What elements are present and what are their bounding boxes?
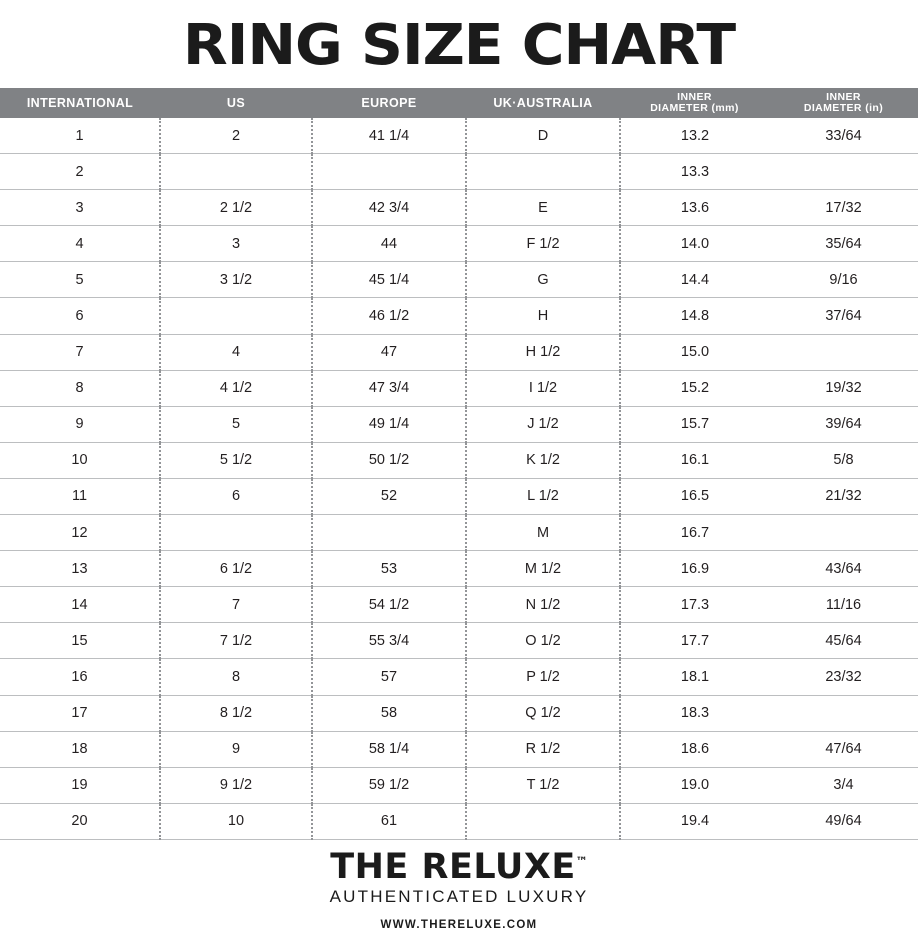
cell-inner-diameter-mm: 18.6 [620, 731, 769, 767]
cell-europe: 54 1/2 [312, 587, 466, 623]
cell-inner-diameter-mm: 16.1 [620, 442, 769, 478]
cell-international: 5 [0, 262, 160, 298]
cell-international: 11 [0, 478, 160, 514]
cell-us: 7 [160, 587, 312, 623]
cell-uk-australia: Q 1/2 [466, 695, 620, 731]
cell-inner-diameter-mm: 14.8 [620, 298, 769, 334]
column-header-uk-australia: UK·AUSTRALIA [466, 88, 620, 118]
cell-international: 4 [0, 226, 160, 262]
cell-international: 9 [0, 406, 160, 442]
column-header-inner-diameter-in [769, 88, 918, 118]
table-row [0, 154, 918, 190]
cell-inner-diameter-mm: 13.3 [620, 154, 769, 190]
cell-inner-diameter-mm: 18.1 [620, 659, 769, 695]
brand-name [330, 846, 588, 887]
cell-europe: 58 [312, 695, 466, 731]
table-row [0, 695, 918, 731]
table-row [0, 298, 918, 334]
cell-international: 6 [0, 298, 160, 334]
cell-us: 9 1/2 [160, 767, 312, 803]
page-title: RING SIZE CHART [182, 13, 736, 78]
cell-uk-australia: D [466, 118, 620, 154]
cell-international: 12 [0, 515, 160, 551]
cell-inner-diameter-mm: 13.6 [620, 190, 769, 226]
cell-inner-diameter-mm: 19.0 [620, 767, 769, 803]
cell-uk-australia [466, 154, 620, 190]
table-row [0, 226, 918, 262]
cell-europe: 45 1/4 [312, 262, 466, 298]
cell-us: 7 1/2 [160, 623, 312, 659]
cell-us: 4 [160, 334, 312, 370]
cell-us: 3 1/2 [160, 262, 312, 298]
cell-uk-australia: P 1/2 [466, 659, 620, 695]
cell-europe: 41 1/4 [312, 118, 466, 154]
cell-inner-diameter-in: 33/64 [769, 118, 918, 154]
cell-inner-diameter-mm: 17.3 [620, 587, 769, 623]
cell-europe: 47 [312, 334, 466, 370]
cell-international: 8 [0, 370, 160, 406]
cell-us: 10 [160, 803, 312, 839]
cell-inner-diameter-in: 49/64 [769, 803, 918, 839]
cell-international: 16 [0, 659, 160, 695]
cell-inner-diameter-mm: 19.4 [620, 803, 769, 839]
cell-europe: 52 [312, 478, 466, 514]
cell-international: 3 [0, 190, 160, 226]
cell-us: 2 [160, 118, 312, 154]
brand-name-text: THE RELUXE [330, 846, 576, 887]
ring-size-table [0, 88, 918, 840]
cell-inner-diameter-in: 39/64 [769, 406, 918, 442]
cell-international: 15 [0, 623, 160, 659]
cell-uk-australia [466, 803, 620, 839]
cell-inner-diameter-in: 21/32 [769, 478, 918, 514]
table-row [0, 623, 918, 659]
cell-inner-diameter-in [769, 695, 918, 731]
cell-inner-diameter-mm: 15.7 [620, 406, 769, 442]
cell-europe: 44 [312, 226, 466, 262]
cell-inner-diameter-mm: 16.5 [620, 478, 769, 514]
cell-us: 2 1/2 [160, 190, 312, 226]
footer [0, 840, 918, 931]
table-row [0, 370, 918, 406]
cell-europe: 47 3/4 [312, 370, 466, 406]
trademark-symbol: ™ [575, 854, 588, 869]
cell-inner-diameter-in [769, 154, 918, 190]
table-row [0, 587, 918, 623]
cell-inner-diameter-mm: 16.9 [620, 551, 769, 587]
cell-inner-diameter-in: 17/32 [769, 190, 918, 226]
table-row [0, 334, 918, 370]
cell-international: 10 [0, 442, 160, 478]
column-header-inner-diameter-mm-line1: INNER [677, 90, 712, 103]
cell-inner-diameter-in: 5/8 [769, 442, 918, 478]
table-row [0, 478, 918, 514]
column-header-inner-diameter-in-line1: INNER [826, 90, 861, 103]
cell-us: 5 [160, 406, 312, 442]
column-header-us: US [160, 88, 312, 118]
cell-uk-australia: H [466, 298, 620, 334]
cell-uk-australia: J 1/2 [466, 406, 620, 442]
cell-inner-diameter-in: 19/32 [769, 370, 918, 406]
cell-inner-diameter-in: 11/16 [769, 587, 918, 623]
table-row [0, 262, 918, 298]
table-row [0, 442, 918, 478]
cell-europe: 49 1/4 [312, 406, 466, 442]
cell-europe [312, 154, 466, 190]
cell-europe: 46 1/2 [312, 298, 466, 334]
cell-inner-diameter-mm: 14.0 [620, 226, 769, 262]
table-row [0, 118, 918, 154]
cell-international: 20 [0, 803, 160, 839]
cell-uk-australia: H 1/2 [466, 334, 620, 370]
cell-europe: 55 3/4 [312, 623, 466, 659]
column-header-europe: EUROPE [312, 88, 466, 118]
cell-international: 19 [0, 767, 160, 803]
cell-inner-diameter-in: 43/64 [769, 551, 918, 587]
website-url: WWW.THERELUXE.COM [380, 918, 538, 931]
table-header-row [0, 88, 918, 118]
table-row [0, 803, 918, 839]
cell-us: 8 [160, 659, 312, 695]
cell-us: 9 [160, 731, 312, 767]
table-row [0, 551, 918, 587]
cell-international: 1 [0, 118, 160, 154]
cell-inner-diameter-in: 35/64 [769, 226, 918, 262]
cell-inner-diameter-in: 3/4 [769, 767, 918, 803]
cell-us: 8 1/2 [160, 695, 312, 731]
table-row [0, 767, 918, 803]
column-header-inner-diameter-in-line2: DIAMETER (in) [803, 102, 884, 114]
column-header-international: INTERNATIONAL [0, 88, 160, 118]
cell-uk-australia: O 1/2 [466, 623, 620, 659]
table-row [0, 190, 918, 226]
table-row [0, 406, 918, 442]
cell-us: 6 [160, 478, 312, 514]
cell-inner-diameter-in: 23/32 [769, 659, 918, 695]
cell-inner-diameter-in [769, 334, 918, 370]
cell-international: 18 [0, 731, 160, 767]
cell-us: 4 1/2 [160, 370, 312, 406]
cell-uk-australia: M 1/2 [466, 551, 620, 587]
cell-europe: 42 3/4 [312, 190, 466, 226]
cell-europe: 58 1/4 [312, 731, 466, 767]
cell-uk-australia: N 1/2 [466, 587, 620, 623]
cell-uk-australia: L 1/2 [466, 478, 620, 514]
cell-inner-diameter-mm: 15.2 [620, 370, 769, 406]
cell-europe: 50 1/2 [312, 442, 466, 478]
cell-uk-australia: G [466, 262, 620, 298]
cell-inner-diameter-in: 9/16 [769, 262, 918, 298]
table-body [0, 118, 918, 839]
cell-uk-australia: R 1/2 [466, 731, 620, 767]
cell-inner-diameter-in: 37/64 [769, 298, 918, 334]
cell-inner-diameter-mm: 16.7 [620, 515, 769, 551]
cell-inner-diameter-in: 47/64 [769, 731, 918, 767]
cell-inner-diameter-in [769, 515, 918, 551]
cell-europe: 59 1/2 [312, 767, 466, 803]
cell-us: 6 1/2 [160, 551, 312, 587]
cell-inner-diameter-mm: 17.7 [620, 623, 769, 659]
cell-international: 14 [0, 587, 160, 623]
cell-us [160, 298, 312, 334]
cell-us: 5 1/2 [160, 442, 312, 478]
cell-international: 17 [0, 695, 160, 731]
cell-uk-australia: E [466, 190, 620, 226]
cell-inner-diameter-mm: 13.2 [620, 118, 769, 154]
cell-uk-australia: M [466, 515, 620, 551]
cell-europe: 57 [312, 659, 466, 695]
cell-europe: 61 [312, 803, 466, 839]
cell-europe [312, 515, 466, 551]
table-row [0, 659, 918, 695]
cell-inner-diameter-mm: 14.4 [620, 262, 769, 298]
cell-us: 3 [160, 226, 312, 262]
cell-international: 13 [0, 551, 160, 587]
column-header-inner-diameter-mm [620, 88, 769, 118]
cell-us [160, 154, 312, 190]
cell-inner-diameter-mm: 15.0 [620, 334, 769, 370]
table-row [0, 731, 918, 767]
cell-europe: 53 [312, 551, 466, 587]
column-header-inner-diameter-mm-line2: DIAMETER (mm) [650, 102, 739, 114]
table-header [0, 88, 918, 118]
cell-uk-australia: K 1/2 [466, 442, 620, 478]
cell-inner-diameter-mm: 18.3 [620, 695, 769, 731]
cell-uk-australia: I 1/2 [466, 370, 620, 406]
table-row [0, 515, 918, 551]
cell-uk-australia: T 1/2 [466, 767, 620, 803]
brand-tagline: AUTHENTICATED LUXURY [329, 886, 589, 906]
cell-inner-diameter-in: 45/64 [769, 623, 918, 659]
cell-international: 2 [0, 154, 160, 190]
cell-us [160, 515, 312, 551]
cell-uk-australia: F 1/2 [466, 226, 620, 262]
cell-international: 7 [0, 334, 160, 370]
